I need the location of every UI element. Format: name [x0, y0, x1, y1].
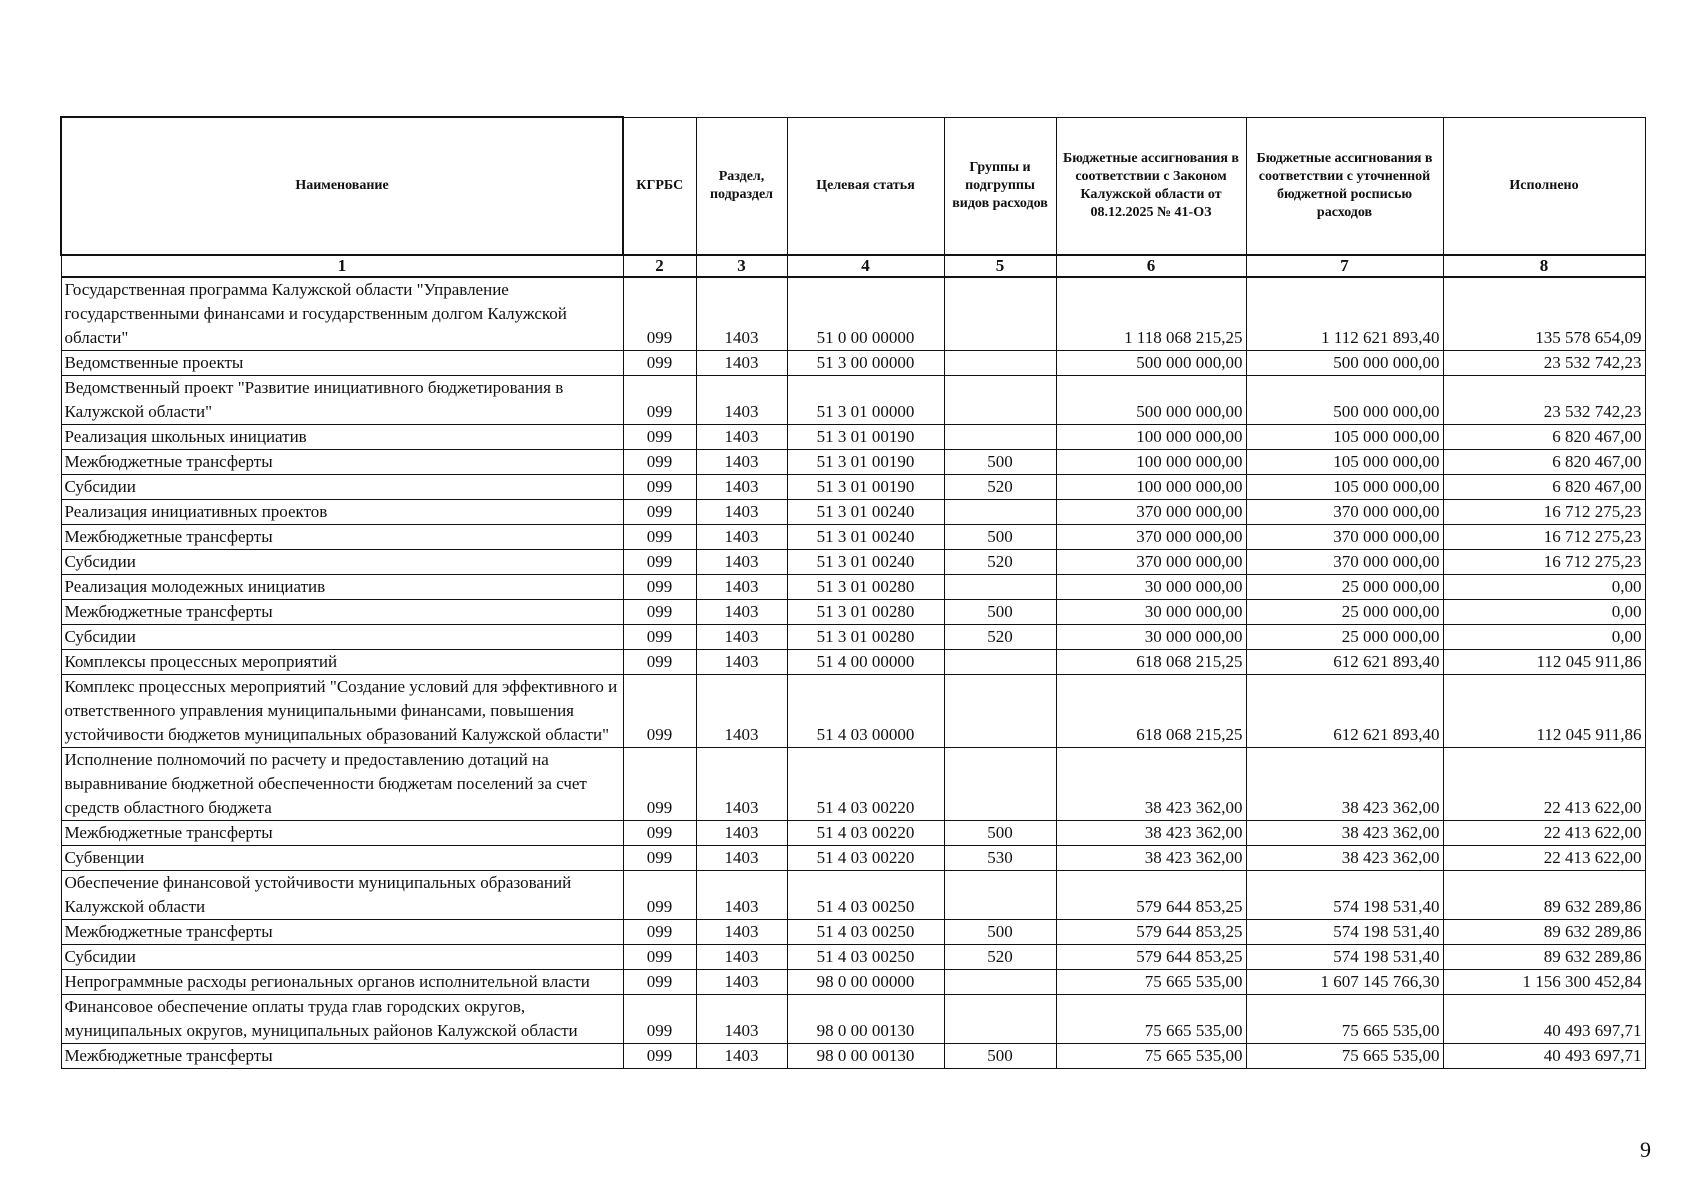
row-refined-amount-cell: 574 198 531,40 — [1246, 920, 1443, 945]
row-law-amount-cell: 500 000 000,00 — [1056, 351, 1246, 376]
row-refined-amount-cell: 612 621 893,40 — [1246, 675, 1443, 748]
column-number: 8 — [1443, 255, 1645, 277]
row-kgrbs-cell: 099 — [623, 625, 696, 650]
row-executed-amount-cell: 16 712 275,23 — [1443, 550, 1645, 575]
row-name-cell: Субсидии — [61, 945, 623, 970]
row-kgrbs-cell: 099 — [623, 500, 696, 525]
row-expense-group-cell: 520 — [944, 475, 1056, 500]
row-executed-amount-cell: 22 413 622,00 — [1443, 821, 1645, 846]
row-kgrbs-cell: 099 — [623, 970, 696, 995]
row-refined-amount-cell: 370 000 000,00 — [1246, 500, 1443, 525]
column-number-row — [61, 255, 1645, 277]
row-name-cell: Межбюджетные трансферты — [61, 821, 623, 846]
row-target-article-cell: 51 4 03 00220 — [787, 846, 944, 871]
row-executed-amount-cell: 16 712 275,23 — [1443, 500, 1645, 525]
column-number: 5 — [944, 255, 1056, 277]
row-target-article-cell: 51 4 00 00000 — [787, 650, 944, 675]
row-expense-group-cell: 500 — [944, 450, 1056, 475]
row-executed-amount-cell: 6 820 467,00 — [1443, 425, 1645, 450]
row-section-cell: 1403 — [696, 871, 787, 920]
row-refined-amount-cell: 38 423 362,00 — [1246, 748, 1443, 821]
row-kgrbs-cell: 099 — [623, 650, 696, 675]
row-law-amount-cell: 618 068 215,25 — [1056, 675, 1246, 748]
row-expense-group-cell: 500 — [944, 920, 1056, 945]
row-target-article-cell: 51 4 03 00250 — [787, 945, 944, 970]
row-section-cell: 1403 — [696, 450, 787, 475]
row-name-cell: Межбюджетные трансферты — [61, 450, 623, 475]
table-row — [61, 1044, 1645, 1069]
row-kgrbs-cell: 099 — [623, 995, 696, 1044]
row-refined-amount-cell: 38 423 362,00 — [1246, 846, 1443, 871]
row-target-article-cell: 51 3 01 00280 — [787, 575, 944, 600]
row-refined-amount-cell: 38 423 362,00 — [1246, 821, 1443, 846]
row-refined-amount-cell: 574 198 531,40 — [1246, 945, 1443, 970]
row-name-cell: Ведомственные проекты — [61, 351, 623, 376]
row-section-cell: 1403 — [696, 675, 787, 748]
row-name-cell: Межбюджетные трансферты — [61, 600, 623, 625]
row-refined-amount-cell: 612 621 893,40 — [1246, 650, 1443, 675]
row-executed-amount-cell: 0,00 — [1443, 575, 1645, 600]
budget-report-sheet — [60, 116, 1644, 1069]
row-section-cell: 1403 — [696, 600, 787, 625]
row-section-cell: 1403 — [696, 920, 787, 945]
row-section-cell: 1403 — [696, 995, 787, 1044]
row-executed-amount-cell: 112 045 911,86 — [1443, 675, 1645, 748]
row-name-cell: Межбюджетные трансферты — [61, 920, 623, 945]
row-expense-group-cell — [944, 351, 1056, 376]
row-refined-amount-cell: 25 000 000,00 — [1246, 625, 1443, 650]
row-law-amount-cell: 30 000 000,00 — [1056, 600, 1246, 625]
row-section-cell: 1403 — [696, 625, 787, 650]
table-row — [61, 945, 1645, 970]
row-section-cell: 1403 — [696, 846, 787, 871]
row-section-cell: 1403 — [696, 575, 787, 600]
row-kgrbs-cell: 099 — [623, 871, 696, 920]
row-section-cell: 1403 — [696, 970, 787, 995]
row-refined-amount-cell: 500 000 000,00 — [1246, 376, 1443, 425]
table-row — [61, 376, 1645, 425]
table-row — [61, 351, 1645, 376]
header-kgrbs: КГРБС — [623, 117, 696, 255]
row-expense-group-cell — [944, 277, 1056, 351]
budget-table — [60, 116, 1646, 1069]
row-target-article-cell: 51 3 01 00190 — [787, 425, 944, 450]
row-law-amount-cell: 30 000 000,00 — [1056, 625, 1246, 650]
row-name-cell: Комплекс процессных мероприятий "Создание условий для эффективного и ответственного управления муниципальными финансами, повышения устойчивости бюджетов муниципальных образований Калужской области" — [61, 675, 623, 748]
row-refined-amount-cell: 105 000 000,00 — [1246, 475, 1443, 500]
row-executed-amount-cell: 40 493 697,71 — [1443, 995, 1645, 1044]
row-name-cell: Исполнение полномочий по расчету и предоставлению дотаций на выравнивание бюджетной обеспеченности бюджетам поселений за счет средств областного бюджета — [61, 748, 623, 821]
row-expense-group-cell: 500 — [944, 1044, 1056, 1069]
row-executed-amount-cell: 22 413 622,00 — [1443, 846, 1645, 871]
row-law-amount-cell: 370 000 000,00 — [1056, 500, 1246, 525]
row-expense-group-cell: 530 — [944, 846, 1056, 871]
row-law-amount-cell: 579 644 853,25 — [1056, 920, 1246, 945]
row-target-article-cell: 98 0 00 00000 — [787, 970, 944, 995]
row-section-cell: 1403 — [696, 525, 787, 550]
row-target-article-cell: 51 4 03 00250 — [787, 920, 944, 945]
row-section-cell: 1403 — [696, 475, 787, 500]
table-row — [61, 550, 1645, 575]
row-name-cell: Субсидии — [61, 475, 623, 500]
table-row — [61, 600, 1645, 625]
row-kgrbs-cell: 099 — [623, 846, 696, 871]
row-refined-amount-cell: 1 112 621 893,40 — [1246, 277, 1443, 351]
row-name-cell: Субвенции — [61, 846, 623, 871]
row-kgrbs-cell: 099 — [623, 425, 696, 450]
table-row — [61, 450, 1645, 475]
table-row — [61, 846, 1645, 871]
row-executed-amount-cell: 89 632 289,86 — [1443, 945, 1645, 970]
column-number: 1 — [61, 255, 623, 277]
row-expense-group-cell: 520 — [944, 625, 1056, 650]
row-executed-amount-cell: 6 820 467,00 — [1443, 450, 1645, 475]
row-refined-amount-cell: 75 665 535,00 — [1246, 995, 1443, 1044]
table-row — [61, 920, 1645, 945]
row-refined-amount-cell: 25 000 000,00 — [1246, 600, 1443, 625]
row-executed-amount-cell: 23 532 742,23 — [1443, 376, 1645, 425]
column-number: 7 — [1246, 255, 1443, 277]
row-refined-amount-cell: 75 665 535,00 — [1246, 1044, 1443, 1069]
row-target-article-cell: 51 3 01 00240 — [787, 500, 944, 525]
row-executed-amount-cell: 23 532 742,23 — [1443, 351, 1645, 376]
row-target-article-cell: 51 3 01 00000 — [787, 376, 944, 425]
row-law-amount-cell: 1 118 068 215,25 — [1056, 277, 1246, 351]
row-kgrbs-cell: 099 — [623, 351, 696, 376]
row-executed-amount-cell: 1 156 300 452,84 — [1443, 970, 1645, 995]
row-refined-amount-cell: 500 000 000,00 — [1246, 351, 1443, 376]
row-law-amount-cell: 30 000 000,00 — [1056, 575, 1246, 600]
row-name-cell: Реализация инициативных проектов — [61, 500, 623, 525]
row-section-cell: 1403 — [696, 376, 787, 425]
row-section-cell: 1403 — [696, 1044, 787, 1069]
row-expense-group-cell — [944, 675, 1056, 748]
row-law-amount-cell: 579 644 853,25 — [1056, 871, 1246, 920]
row-name-cell: Реализация школьных инициатив — [61, 425, 623, 450]
row-law-amount-cell: 500 000 000,00 — [1056, 376, 1246, 425]
row-name-cell: Государственная программа Калужской области "Управление государственными финансами и государственным долгом Калужской области" — [61, 277, 623, 351]
row-expense-group-cell — [944, 970, 1056, 995]
row-section-cell: 1403 — [696, 425, 787, 450]
row-name-cell: Реализация молодежных инициатив — [61, 575, 623, 600]
row-executed-amount-cell: 6 820 467,00 — [1443, 475, 1645, 500]
row-expense-group-cell — [944, 425, 1056, 450]
row-refined-amount-cell: 105 000 000,00 — [1246, 450, 1443, 475]
page-number: 9 — [1640, 1137, 1651, 1162]
table-row — [61, 995, 1645, 1044]
row-executed-amount-cell: 16 712 275,23 — [1443, 525, 1645, 550]
row-kgrbs-cell: 099 — [623, 575, 696, 600]
row-refined-amount-cell: 105 000 000,00 — [1246, 425, 1443, 450]
row-section-cell: 1403 — [696, 351, 787, 376]
row-law-amount-cell: 100 000 000,00 — [1056, 475, 1246, 500]
header-law-allocations: Бюджетные ассигнования в соответствии с Законом Калужской области от 08.12.2025 № 41-ОЗ — [1056, 117, 1246, 255]
row-expense-group-cell: 520 — [944, 945, 1056, 970]
table-row — [61, 525, 1645, 550]
row-law-amount-cell: 370 000 000,00 — [1056, 525, 1246, 550]
row-kgrbs-cell: 099 — [623, 821, 696, 846]
row-law-amount-cell: 100 000 000,00 — [1056, 425, 1246, 450]
row-kgrbs-cell: 099 — [623, 550, 696, 575]
row-executed-amount-cell: 89 632 289,86 — [1443, 920, 1645, 945]
row-section-cell: 1403 — [696, 748, 787, 821]
row-kgrbs-cell: 099 — [623, 525, 696, 550]
row-expense-group-cell: 500 — [944, 600, 1056, 625]
row-expense-group-cell — [944, 500, 1056, 525]
row-target-article-cell: 98 0 00 00130 — [787, 1044, 944, 1069]
row-executed-amount-cell: 0,00 — [1443, 600, 1645, 625]
table-row — [61, 748, 1645, 821]
row-target-article-cell: 51 4 03 00000 — [787, 675, 944, 748]
row-name-cell: Межбюджетные трансферты — [61, 525, 623, 550]
row-kgrbs-cell: 099 — [623, 920, 696, 945]
table-row — [61, 277, 1645, 351]
row-law-amount-cell: 75 665 535,00 — [1056, 970, 1246, 995]
row-target-article-cell: 51 3 01 00280 — [787, 625, 944, 650]
table-row — [61, 675, 1645, 748]
header-section: Раздел, подраздел — [696, 117, 787, 255]
column-number: 6 — [1056, 255, 1246, 277]
row-target-article-cell: 51 4 03 00220 — [787, 821, 944, 846]
row-target-article-cell: 98 0 00 00130 — [787, 995, 944, 1044]
table-row — [61, 575, 1645, 600]
table-row — [61, 625, 1645, 650]
row-refined-amount-cell: 574 198 531,40 — [1246, 871, 1443, 920]
row-law-amount-cell: 38 423 362,00 — [1056, 821, 1246, 846]
row-kgrbs-cell: 099 — [623, 600, 696, 625]
row-executed-amount-cell: 22 413 622,00 — [1443, 748, 1645, 821]
table-row — [61, 425, 1645, 450]
row-name-cell: Обеспечение финансовой устойчивости муниципальных образований Калужской области — [61, 871, 623, 920]
row-executed-amount-cell: 135 578 654,09 — [1443, 277, 1645, 351]
row-refined-amount-cell: 25 000 000,00 — [1246, 575, 1443, 600]
row-refined-amount-cell: 370 000 000,00 — [1246, 525, 1443, 550]
header-refined-allocations: Бюджетные ассигнования в соответствии с уточненной бюджетной росписью расходов — [1246, 117, 1443, 255]
row-target-article-cell: 51 4 03 00250 — [787, 871, 944, 920]
row-expense-group-cell — [944, 995, 1056, 1044]
table-row — [61, 821, 1645, 846]
row-target-article-cell: 51 0 00 00000 — [787, 277, 944, 351]
row-refined-amount-cell: 370 000 000,00 — [1246, 550, 1443, 575]
table-row — [61, 500, 1645, 525]
row-law-amount-cell: 75 665 535,00 — [1056, 1044, 1246, 1069]
row-expense-group-cell — [944, 748, 1056, 821]
row-expense-group-cell — [944, 650, 1056, 675]
row-law-amount-cell: 75 665 535,00 — [1056, 995, 1246, 1044]
row-executed-amount-cell: 112 045 911,86 — [1443, 650, 1645, 675]
row-name-cell: Непрограммные расходы региональных органов исполнительной власти — [61, 970, 623, 995]
header-target-article: Целевая статья — [787, 117, 944, 255]
column-number: 2 — [623, 255, 696, 277]
row-section-cell: 1403 — [696, 821, 787, 846]
row-name-cell: Комплексы процессных мероприятий — [61, 650, 623, 675]
row-kgrbs-cell: 099 — [623, 1044, 696, 1069]
table-row — [61, 650, 1645, 675]
row-section-cell: 1403 — [696, 277, 787, 351]
row-target-article-cell: 51 3 01 00240 — [787, 525, 944, 550]
row-kgrbs-cell: 099 — [623, 475, 696, 500]
column-number: 3 — [696, 255, 787, 277]
row-kgrbs-cell: 099 — [623, 675, 696, 748]
row-expense-group-cell: 520 — [944, 550, 1056, 575]
row-law-amount-cell: 38 423 362,00 — [1056, 748, 1246, 821]
row-name-cell: Ведомственный проект "Развитие инициативного бюджетирования в Калужской области" — [61, 376, 623, 425]
row-law-amount-cell: 38 423 362,00 — [1056, 846, 1246, 871]
row-executed-amount-cell: 40 493 697,71 — [1443, 1044, 1645, 1069]
row-section-cell: 1403 — [696, 650, 787, 675]
row-kgrbs-cell: 099 — [623, 376, 696, 425]
row-law-amount-cell: 618 068 215,25 — [1056, 650, 1246, 675]
row-executed-amount-cell: 89 632 289,86 — [1443, 871, 1645, 920]
row-name-cell: Межбюджетные трансферты — [61, 1044, 623, 1069]
row-expense-group-cell: 500 — [944, 821, 1056, 846]
row-executed-amount-cell: 0,00 — [1443, 625, 1645, 650]
column-number: 4 — [787, 255, 944, 277]
row-target-article-cell: 51 3 01 00240 — [787, 550, 944, 575]
table-body — [61, 277, 1645, 1069]
table-row — [61, 970, 1645, 995]
row-target-article-cell: 51 3 01 00190 — [787, 475, 944, 500]
row-name-cell: Субсидии — [61, 625, 623, 650]
row-name-cell: Субсидии — [61, 550, 623, 575]
row-expense-group-cell — [944, 871, 1056, 920]
table-header-row — [61, 117, 1645, 255]
row-kgrbs-cell: 099 — [623, 945, 696, 970]
row-expense-group-cell — [944, 575, 1056, 600]
header-name: Наименование — [61, 117, 623, 255]
row-expense-group-cell — [944, 376, 1056, 425]
row-section-cell: 1403 — [696, 500, 787, 525]
row-law-amount-cell: 579 644 853,25 — [1056, 945, 1246, 970]
row-target-article-cell: 51 3 01 00190 — [787, 450, 944, 475]
row-refined-amount-cell: 1 607 145 766,30 — [1246, 970, 1443, 995]
row-kgrbs-cell: 099 — [623, 277, 696, 351]
row-name-cell: Финансовое обеспечение оплаты труда глав городских округов, муниципальных округов, муниципальных районов Калужской области — [61, 995, 623, 1044]
row-section-cell: 1403 — [696, 945, 787, 970]
table-row — [61, 871, 1645, 920]
row-target-article-cell: 51 4 03 00220 — [787, 748, 944, 821]
row-expense-group-cell: 500 — [944, 525, 1056, 550]
header-executed: Исполнено — [1443, 117, 1645, 255]
row-section-cell: 1403 — [696, 550, 787, 575]
row-target-article-cell: 51 3 01 00280 — [787, 600, 944, 625]
row-target-article-cell: 51 3 00 00000 — [787, 351, 944, 376]
row-law-amount-cell: 100 000 000,00 — [1056, 450, 1246, 475]
header-expense-group: Группы и подгруппы видов расходов — [944, 117, 1056, 255]
row-law-amount-cell: 370 000 000,00 — [1056, 550, 1246, 575]
table-row — [61, 475, 1645, 500]
row-kgrbs-cell: 099 — [623, 450, 696, 475]
row-kgrbs-cell: 099 — [623, 748, 696, 821]
